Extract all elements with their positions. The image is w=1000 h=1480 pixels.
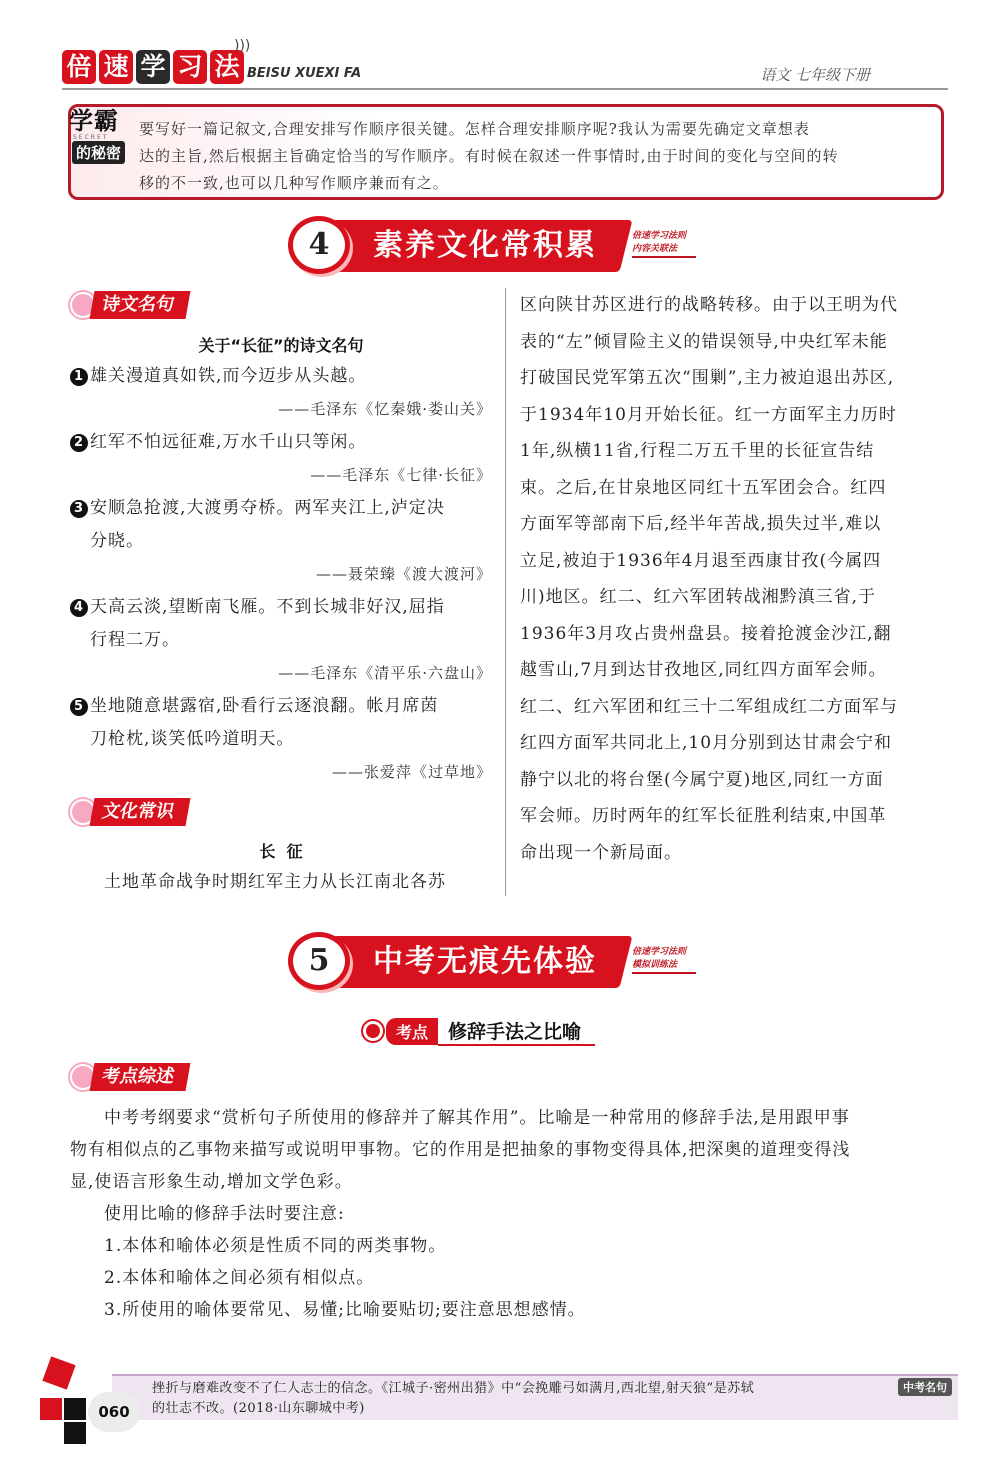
culture-line: 区向陕甘苏区进行的战略转移。由于以王明为代 bbox=[520, 295, 898, 315]
poem-text: 行程二万。 bbox=[90, 630, 180, 650]
kaodian-label: 考点 bbox=[386, 1018, 438, 1045]
section-title: 中考无痕先体验 bbox=[373, 944, 597, 979]
poem-number: 1 bbox=[70, 368, 88, 386]
poems-tag bbox=[70, 290, 188, 320]
column-divider bbox=[505, 288, 506, 896]
section-number: 5 bbox=[288, 932, 350, 990]
section-5-banner bbox=[288, 932, 748, 992]
poem-item bbox=[70, 426, 492, 459]
culture-line: 越雪山,7月到达甘孜地区,同红四方面军会师。 bbox=[520, 660, 887, 680]
note-line: 内容关联法 bbox=[632, 244, 678, 254]
secret-tag-top: 学霸 bbox=[69, 107, 119, 135]
section-number: 4 bbox=[288, 216, 350, 274]
footer-line: 的壮志不改。(2018·山东聊城中考) bbox=[152, 1401, 365, 1416]
brand-logo bbox=[62, 50, 244, 84]
poem-item bbox=[70, 690, 492, 723]
tag-label: 诗文名句 bbox=[90, 291, 191, 319]
culture-text: 土地革命战争时期红军主力从长江南北各苏 bbox=[104, 872, 446, 892]
signal-icon: ))) bbox=[234, 38, 251, 54]
brand-char: 倍 bbox=[62, 50, 96, 84]
summary-point: 2.本体和喻体之间必须有相似点。 bbox=[104, 1268, 375, 1288]
secret-line: 达的主旨,然后根据主旨确定恰当的写作顺序。有时候在叙述一件事情时,由于时间的变化与空间的转 bbox=[139, 147, 839, 165]
brand-char: 速 bbox=[99, 50, 133, 84]
poem-number: 3 bbox=[70, 500, 88, 518]
secret-line: 移的不一致,也可以几种写作顺序兼而有之。 bbox=[139, 174, 449, 192]
summary-point: 3.所使用的喻体要常见、易懂;比喻要贴切;要注意思想感情。 bbox=[104, 1300, 586, 1320]
subject-label: 语文 七年级下册 bbox=[760, 66, 870, 84]
note-line: 倍速学习法则 bbox=[632, 231, 687, 241]
note-line: 倍速学习法则 bbox=[632, 947, 687, 957]
brand-char: 习 bbox=[173, 50, 207, 84]
footer-line: 挫折与磨难改变不了仁人志士的信念。《江城子·密州出猎》中“会挽雕弓如满月,西北望,射天狼”是苏轼 bbox=[152, 1381, 755, 1396]
poem-number: 5 bbox=[70, 698, 88, 716]
secret-box bbox=[68, 104, 944, 200]
decor-square bbox=[64, 1422, 86, 1444]
footer-text bbox=[152, 1379, 868, 1419]
brand-char: 学 bbox=[136, 50, 170, 84]
decor-square bbox=[64, 1398, 86, 1420]
header-divider bbox=[62, 88, 948, 90]
culture-line: 军会师。历时两年的红军长征胜利结束,中国革 bbox=[520, 806, 887, 826]
poem-item bbox=[70, 591, 492, 624]
poem-source: ——毛泽东《清平乐·六盘山》 bbox=[278, 664, 492, 682]
tag-label: 考点综述 bbox=[90, 1063, 191, 1091]
summary-note: 使用比喻的修辞手法时要注意: bbox=[104, 1204, 345, 1224]
section-title: 素养文化常积累 bbox=[373, 228, 597, 263]
page-number: 060 bbox=[88, 1392, 140, 1432]
culture-line: 红四方面军共同北上,10月分别到达甘肃会宁和 bbox=[520, 733, 893, 753]
footer-label: 中考名句 bbox=[898, 1378, 952, 1396]
culture-line: 川)地区。红二、红六军团转战湘黔滇三省,于 bbox=[520, 587, 877, 607]
poem-source: ——毛泽东《七律·长征》 bbox=[310, 466, 492, 484]
poem-item bbox=[70, 492, 492, 525]
secret-text bbox=[109, 116, 927, 197]
culture-line: 打破国民党军第五次“围剿”,主力被迫退出苏区, bbox=[520, 368, 895, 388]
culture-heading: 长 征 bbox=[259, 842, 303, 861]
culture-line: 静宁以北的将台堡(今属宁夏)地区,同红一方面 bbox=[520, 769, 884, 790]
decor-square bbox=[40, 1398, 62, 1420]
secret-line: 要写好一篇记叙文,合理安排写作顺序很关键。怎样合理安排顺序呢?我认为需要先确定文章想表 bbox=[139, 120, 810, 138]
culture-line: 立足,被迫于1936年4月退至西康甘孜(今属四 bbox=[520, 550, 882, 571]
culture-line: 1936年3月攻占贵州盘县。接着抢渡金沙江,翻 bbox=[520, 623, 892, 644]
sun-icon bbox=[366, 1024, 380, 1038]
culture-left bbox=[70, 838, 492, 899]
poem-text: 安顺急抢渡,大渡勇夺桥。两军夹江上,泸定决 bbox=[90, 498, 445, 518]
summary-line: 中考考纲要求“赏析句子所使用的修辞并了解其作用”。比喻是一种常用的修辞手法,是用跟甲事 bbox=[104, 1108, 850, 1128]
culture-line: 束。之后,在甘泉地区同红十五军团会合。红四 bbox=[520, 477, 887, 498]
culture-line: 于1934年10月开始长征。红一方面军主力历时 bbox=[520, 404, 897, 425]
summary-body bbox=[70, 1102, 948, 1326]
kaodian-title bbox=[366, 1014, 595, 1048]
summary-point: 1.本体和喻体必须是性质不同的两类事物。 bbox=[104, 1236, 447, 1256]
kaodian-topic: 修辞手法之比喻 bbox=[438, 1017, 595, 1046]
tag-label: 文化常识 bbox=[90, 798, 191, 826]
note-line: 模拟训练法 bbox=[632, 960, 678, 970]
culture-line: 方面军等部南下后,经半年苦战,损失过半,难以 bbox=[520, 514, 882, 534]
decor-square bbox=[42, 1356, 75, 1389]
section-note bbox=[632, 946, 696, 974]
poems-column bbox=[70, 332, 492, 789]
poem-number: 4 bbox=[70, 599, 88, 617]
culture-tag bbox=[70, 797, 188, 827]
poem-text: 天高云淡,望断南飞雁。不到长城非好汉,屈指 bbox=[90, 597, 445, 617]
poem-source: ——张爱萍《过草地》 bbox=[331, 763, 492, 781]
poem-item bbox=[70, 360, 492, 393]
poem-number: 2 bbox=[70, 434, 88, 452]
culture-line: 1年,纵横11省,行程二万五千里的长征宣告结 bbox=[520, 441, 875, 461]
poem-text: 雄关漫道真如铁,而今迈步从头越。 bbox=[90, 366, 367, 386]
poem-text: 红军不怕远征难,万水千山只等闲。 bbox=[90, 432, 367, 452]
culture-right bbox=[520, 287, 946, 871]
poem-text: 刀枪枕,谈笑低吟道明天。 bbox=[90, 729, 295, 749]
poems-heading: 关于“长征”的诗文名句 bbox=[198, 336, 364, 355]
poem-source: ——毛泽东《忆秦娥·娄山关》 bbox=[278, 400, 492, 418]
culture-line: 红二、红六军团和红三十二军组成红二方面军与 bbox=[520, 696, 898, 717]
brand-pinyin: BEISU XUEXI FA bbox=[247, 66, 362, 81]
poem-text: 分晓。 bbox=[90, 531, 144, 551]
culture-line: 表的“左”倾冒险主义的错误领导,中央红军未能 bbox=[520, 331, 888, 352]
summary-paragraph bbox=[70, 1102, 948, 1198]
secret-tag-mid: SECRET bbox=[73, 134, 109, 141]
poem-text: 坐地随意堪露宿,卧看行云逐浪翻。帐月席茵 bbox=[90, 696, 439, 716]
footer-quote-box bbox=[112, 1374, 958, 1420]
section-4-banner bbox=[288, 216, 748, 276]
culture-line: 命出现一个新局面。 bbox=[520, 842, 682, 863]
section-note bbox=[632, 230, 696, 258]
secret-tag-bottom: 的秘密 bbox=[72, 141, 125, 164]
summary-line: 物有相似点的乙事物来描写或说明甲事物。它的作用是把抽象的事物变得具体,把深奥的道理变得浅 bbox=[70, 1140, 851, 1160]
poem-source: ——聂荣臻《渡大渡河》 bbox=[315, 565, 492, 583]
brand-char: 法 bbox=[210, 50, 244, 84]
summary-line: 显,使语言形象生动,增加文学色彩。 bbox=[70, 1172, 353, 1192]
summary-tag bbox=[70, 1062, 188, 1092]
